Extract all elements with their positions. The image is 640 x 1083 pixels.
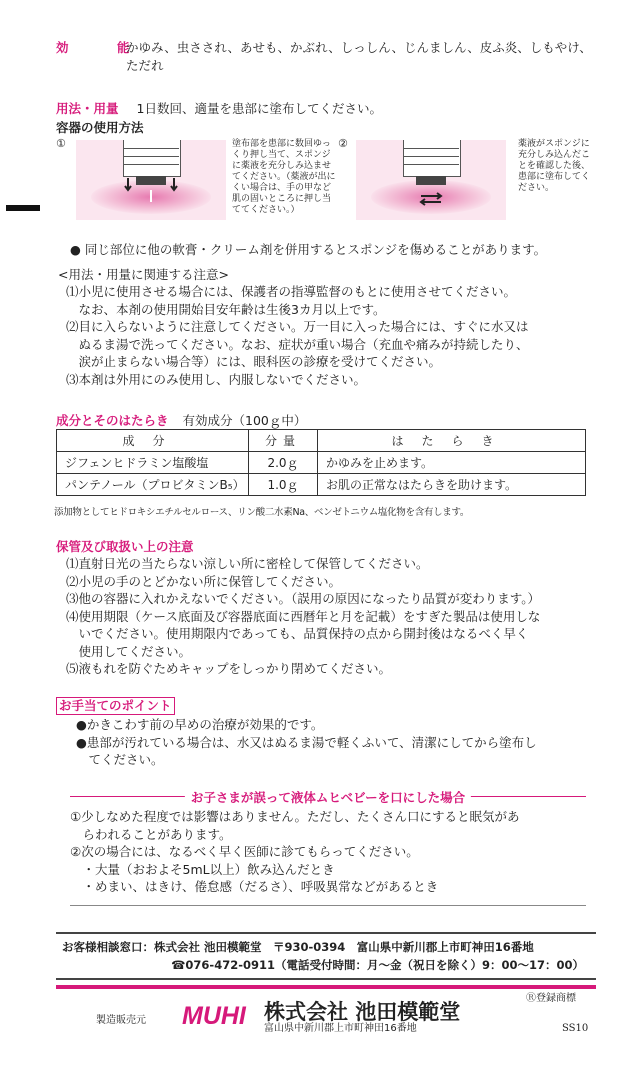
usage-note-line: ⑴小児に使用させる場合には、保護者の指導監督のもとに使用させてください。 bbox=[66, 284, 517, 299]
effect-text: かゆみ、虫さされ、あせも、かぶれ、しっしん、じんましん、皮ふ炎、しもやけ、ただれ bbox=[126, 40, 592, 73]
ingestion-line: ②次の場合には、なるべく早く医師に診てもらってください。 bbox=[70, 844, 419, 859]
first-aid-line: ●かきこわす前の早めの治療が効果的です。 bbox=[76, 717, 324, 732]
step-2-number: ② bbox=[338, 137, 348, 150]
step-2-illustration bbox=[356, 140, 506, 220]
table-cell: 1.0ｇ bbox=[249, 474, 318, 496]
table-row bbox=[57, 474, 586, 496]
column-header: 分量 bbox=[249, 430, 318, 452]
ingestion-line: ・めまい、はきけ、倦怠感（だるさ）、呼吸異常などがあるとき bbox=[70, 879, 439, 894]
storage-line: ⑸液もれを防ぐためキャップをしっかり閉めてください。 bbox=[66, 661, 392, 676]
usage-notes-heading: <用法・用量に関連する注意> bbox=[58, 267, 229, 282]
sponge-caution: ● 同じ部位に他の軟膏・クリーム剤を併用するとスポンジを傷めることがあります。 bbox=[70, 242, 547, 257]
storage-heading: 保管及び取扱い上の注意 bbox=[56, 539, 194, 554]
first-aid-line: ●患部が汚れている場合は、水又はぬるま湯で軽くふいて、清潔にしてから塗布し bbox=[76, 734, 537, 750]
table-row bbox=[57, 452, 586, 474]
storage-line: ⑶他の容器に入れかえないでください。（誤用の原因になったり品質が変わります。） bbox=[66, 591, 541, 606]
ingestion-line: ①少しなめた程度では影響はありません。ただし、たくさん口にすると眠気があ bbox=[70, 809, 520, 824]
container-usage-title: 容器の使用方法 bbox=[56, 120, 144, 135]
usage-text: 1日数回、適量を患部に塗布してください。 bbox=[136, 101, 382, 116]
accidental-ingestion-box bbox=[70, 788, 586, 906]
ingestion-line: らわれることがあります。 bbox=[70, 826, 232, 842]
usage-note-line: ぬるま湯で洗ってください。なお、症状が重い場合（充血や痛みが持続したり、 bbox=[66, 336, 529, 352]
ingredients-subtitle: 有効成分（100ｇ中） bbox=[182, 413, 307, 428]
usage-note-line: ⑵目に入らないように注意してください。万一目に入った場合には、すぐに水又は bbox=[66, 319, 529, 334]
storage-line: ⑷使用期限（ケース底面及び容器底面に西暦年と月を記載）をすぎた製品は使用しな bbox=[66, 608, 541, 624]
company-address: 富山県中新川郡上市町神田16番地 bbox=[264, 1023, 417, 1034]
trademark-note: Ⓡ登録商標 bbox=[526, 993, 576, 1004]
consultation-phone: ☎076-472-0911（電話受付時間：月～金（祝日を除く）9：00～17：00） bbox=[171, 958, 584, 972]
ingestion-line: ・大量（おおよそ5mL以上）飲み込んだとき bbox=[70, 861, 335, 877]
ingredients-title: 成分とそのはたらき bbox=[56, 413, 169, 428]
ingredients-heading bbox=[56, 411, 306, 429]
table-cell: パンテノール（プロビタミンB₅） bbox=[57, 474, 249, 496]
table-cell: かゆみを止めます。 bbox=[318, 452, 586, 474]
first-aid-heading: お手当てのポイント bbox=[56, 697, 175, 715]
sponge-caution-text: 同じ部位に他の軟膏・クリーム剤を併用するとスポンジを傷めることがあります。 bbox=[84, 242, 547, 257]
effect-label: 効 能 bbox=[56, 40, 148, 55]
usage-note-line: ⑶本剤は外用にのみ使用し、内服しないでください。 bbox=[66, 371, 367, 387]
column-header: はたらき bbox=[318, 430, 586, 452]
first-aid-line: てください。 bbox=[76, 752, 164, 767]
usage-section bbox=[56, 99, 382, 117]
accidental-ingestion-list bbox=[70, 808, 586, 896]
accidental-ingestion-title: お子さまが誤って液体ムヒベビーを口にした場合 bbox=[185, 788, 471, 806]
first-aid-list bbox=[76, 716, 596, 769]
usage-note-line: なお、本剤の使用開始目安年齢は生後3カ月以上です。 bbox=[66, 301, 386, 317]
table-header-row bbox=[57, 430, 586, 452]
table-cell: お肌の正常なはたらきを助けます。 bbox=[318, 474, 586, 496]
table-cell: 2.0ｇ bbox=[249, 452, 318, 474]
usage-notes-list bbox=[66, 283, 601, 388]
step-2-text: 薬液がスポンジに充分しみ込んだことを確認した後、患部に塗布してください。 bbox=[518, 139, 591, 193]
step-1-illustration bbox=[76, 140, 226, 220]
svg-text:MUHI: MUHI bbox=[182, 1002, 246, 1028]
muhi-logo bbox=[182, 1002, 258, 1028]
storage-line: 使用してください。 bbox=[66, 643, 192, 659]
consultation-box bbox=[56, 932, 596, 980]
table-cell: ジフェンヒドラミン塩酸塩 bbox=[57, 452, 249, 474]
company-name: 株式会社 池田模範堂 bbox=[264, 1000, 461, 1024]
storage-line: ⑵小児の手のとどかない所に保管してください。 bbox=[66, 573, 342, 589]
print-code: SS10 bbox=[562, 1023, 589, 1034]
column-header: 成分 bbox=[57, 430, 249, 452]
ingredients-table bbox=[56, 429, 586, 496]
step-1-number: ① bbox=[56, 137, 66, 150]
storage-line: ⑴直射日光の当たらない涼しい所に密栓して保管してください。 bbox=[66, 556, 429, 571]
usage-label: 用法・用量 bbox=[56, 101, 119, 116]
divider bbox=[70, 905, 586, 906]
additives-note: 添加物としてヒドロキシエチルセルロース、リン酸二水素Na、ベンゼトニウム塩化物を含有します。 bbox=[54, 507, 470, 518]
step-1-text: 塗布部を患部に数回ゆっくり押し当て、スポンジに薬液を充分しみ込ませてください。（薬液が出にくい場合は、手の甲など肌の固いところに押し当ててください。） bbox=[232, 139, 336, 215]
registration-mark bbox=[6, 205, 40, 211]
maker-label: 製造販売元 bbox=[96, 1015, 146, 1026]
storage-line: いでください。使用期限内であっても、品質保持の点から開封後はなるべく早く bbox=[66, 626, 529, 641]
usage-note-line: 涙が止まらない場合等）には、眼科医の診療を受けてください。 bbox=[66, 354, 442, 369]
footer-divider bbox=[56, 985, 596, 989]
storage-list bbox=[66, 555, 596, 678]
consultation-address: お客様相談窓口：株式会社 池田模範堂 〒930-0394 富山県中新川郡上市町神田16番地 bbox=[62, 940, 534, 954]
